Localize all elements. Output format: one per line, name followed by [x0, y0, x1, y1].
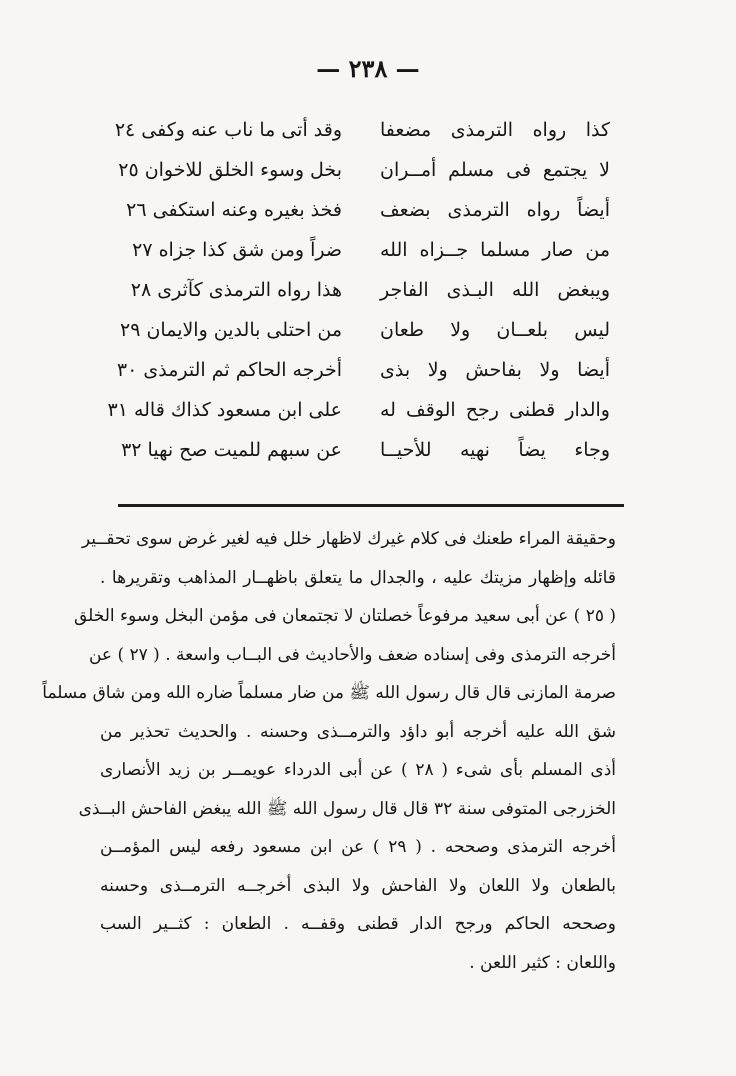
- verse-first-hemistich: ليس بلعــان ولا طعان: [380, 319, 610, 341]
- verse-first-hemistich: من صار مسلما جــزاه الله: [380, 239, 610, 261]
- commentary-line: أخرجه الترمذى وصححه . ( ٢٩ ) عن ابن مسعود رفعه ليس المؤمــن: [100, 837, 616, 857]
- commentary-line: أخرجه الترمذى وفى إسناده ضعف والأحاديث فى البــاب واسعة . ( ٢٧ ) عن: [88, 644, 616, 665]
- commentary-line: وحقيقة المراء طعنك فى كلام غيرك لاظهار خلل فيه لغير غرض سوى تحقــير: [81, 529, 616, 549]
- commentary-line: وصححه الحاكم ورجح الدار قطنى وقفــه . الطعان : كثــير السب: [100, 914, 616, 934]
- verse-first-hemistich: وجاء يضاً نهيه للأحيــا: [380, 439, 610, 461]
- verse-first-hemistich: والدار قطنى رجح الوقف له: [380, 399, 610, 421]
- verse-first-hemistich: لا يجتمع فى مسلم أمــران: [380, 159, 610, 181]
- verse-row: [110, 192, 610, 232]
- verse-second-hemistich: على ابن مسعود كذاك قاله ٣١: [107, 399, 342, 421]
- commentary-block: [42, 520, 616, 982]
- verse-first-hemistich: ويبغض الله البـذى الفاجر: [380, 279, 610, 301]
- page-number: — ٢٣٨ —: [316, 54, 420, 83]
- verse-second-hemistich: ضراً ومن شق كذا جزاه ٢٧: [132, 239, 342, 261]
- commentary-line: أذى المسلم بأى شىء ( ٢٨ ) عن أبى الدرداء عويمــر بن زيد الأنصارى: [100, 760, 616, 780]
- verse-second-hemistich: أخرجه الحاكم ثم الترمذى ٣٠: [116, 359, 342, 381]
- section-divider: [118, 504, 624, 507]
- poem-block: [107, 112, 610, 472]
- commentary-line: شق الله عليه أخرجه أبو داؤد والترمــذى وحسنه . والحديث تحذير من: [100, 721, 616, 742]
- verse-row: [110, 352, 610, 392]
- verse-first-hemistich: أيضا ولا بفاحش ولا بذى: [380, 359, 610, 381]
- verse-row: [110, 232, 610, 272]
- commentary-line: صرمة المازنى قال قال رسول الله ﷺ من ضار مسلماً ضاره الله ومن شاق مسلماً: [42, 683, 616, 703]
- verse-second-hemistich: وقد أتى ما ناب عنه وكفى ٢٤: [114, 119, 342, 141]
- verse-second-hemistich: بخل وسوء الخلق للاخوان ٢٥: [118, 159, 342, 181]
- commentary-line: بالطعان ولا اللعان ولا الفاحش ولا البذى أخرجــه الترمــذى وحسنه: [100, 875, 616, 896]
- verse-second-hemistich: من احتلى بالدين والايمان ٢٩: [120, 319, 342, 341]
- verse-row: [110, 312, 610, 352]
- verse-second-hemistich: فخذ بغيره وعنه استكفى ٢٦: [126, 199, 342, 221]
- verse-row: [107, 392, 610, 432]
- verse-second-hemistich: هذا رواه الترمذى كآثرى ٢٨: [130, 279, 342, 301]
- commentary-line: قائله وإظهار مزيتك عليه ، والجدال ما يتعلق باظهــار المذاهب وتقريرها .: [100, 567, 616, 588]
- commentary-line: ( ٢٥ ) عن أبى سعيد مرفوعاً خصلتان لا تجتمعان فى مؤمن البخل وسوء الخلق: [73, 606, 616, 626]
- verse-first-hemistich: أيضاً رواه الترمذى بضعف: [380, 199, 610, 221]
- verse-row: [110, 152, 610, 192]
- verse-second-hemistich: عن سبهم للميت صح نهيا ٣٢: [121, 439, 342, 461]
- verse-first-hemistich: كذا رواه الترمذى مضعفا: [380, 119, 610, 141]
- commentary-line: الخزرجى المتوفى سنة ٣٢ قال قال رسول الله ﷺ الله يبغض الفاحش البــذى: [78, 798, 616, 819]
- verse-row: [110, 112, 610, 152]
- verse-row: [110, 272, 610, 312]
- commentary-line: واللعان : كثير اللعن .: [469, 952, 616, 973]
- verse-row: [110, 432, 610, 472]
